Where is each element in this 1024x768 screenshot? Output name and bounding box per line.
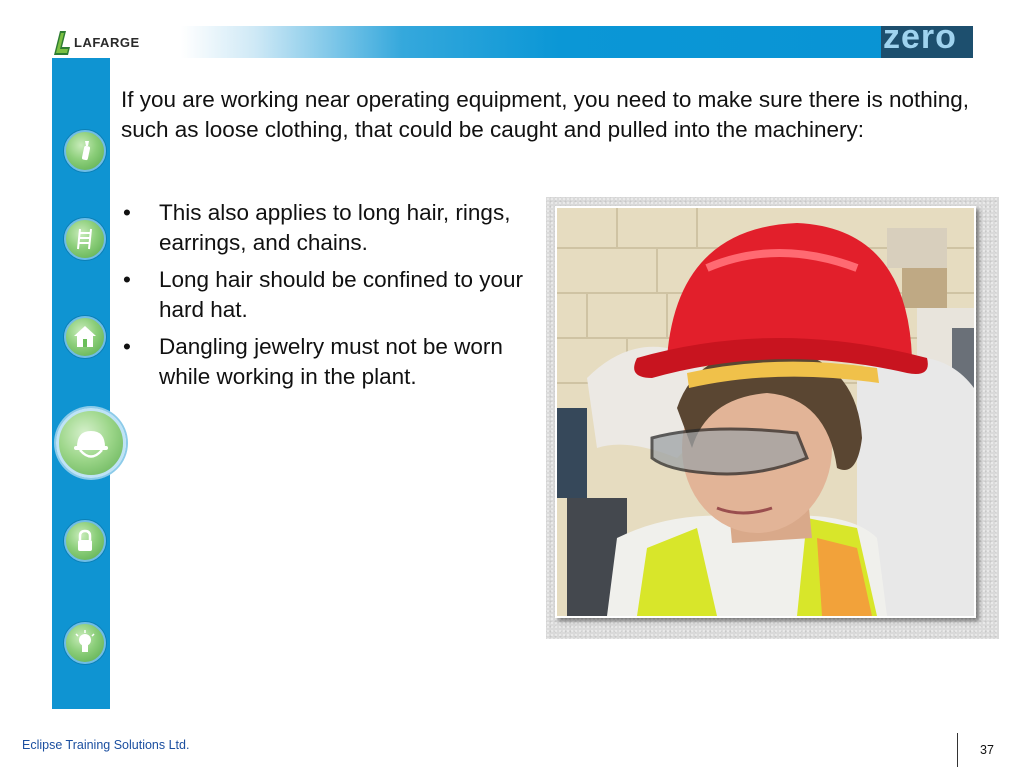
light-bulb-icon[interactable] [64, 622, 106, 664]
bullet-text: Dangling jewelry must not be worn while working in the plant. [159, 334, 503, 389]
sidebar [52, 58, 110, 709]
footer-company: Eclipse Training Solutions Ltd. [22, 738, 190, 752]
worker-hard-hat-photo [555, 206, 976, 618]
footer-divider [957, 733, 958, 767]
lafarge-logo-mark-icon [52, 27, 72, 57]
zero-logo [881, 26, 973, 58]
welding-torch-icon[interactable] [64, 130, 106, 172]
photo-illustration [557, 208, 974, 616]
photo-frame [546, 197, 999, 639]
list-item [121, 198, 541, 258]
hard-hat-icon[interactable] [56, 408, 126, 478]
list-item [121, 332, 541, 392]
header-banner [52, 26, 973, 58]
lafarge-logo [52, 26, 140, 58]
bullet-marker: • [123, 200, 131, 225]
zero-logo-text: zero [883, 26, 957, 56]
bullet-marker: • [123, 334, 131, 359]
lafarge-logo-text: LAFARGE [74, 34, 140, 50]
house-icon[interactable] [64, 316, 106, 358]
intro-paragraph: If you are working near operating equipment, you need to make sure there is nothing, such as loose clothing, that could be caught and pulled into the machinery: [121, 87, 970, 142]
ladder-icon[interactable] [64, 218, 106, 260]
bullet-text: Long hair should be confined to your hard hat. [159, 267, 524, 322]
bullet-list [121, 198, 541, 399]
bullet-marker: • [123, 267, 131, 292]
bullet-text: This also applies to long hair, rings, earrings, and chains. [159, 200, 511, 255]
padlock-icon[interactable] [64, 520, 106, 562]
list-item [121, 265, 541, 325]
page-number: 37 [980, 743, 994, 757]
